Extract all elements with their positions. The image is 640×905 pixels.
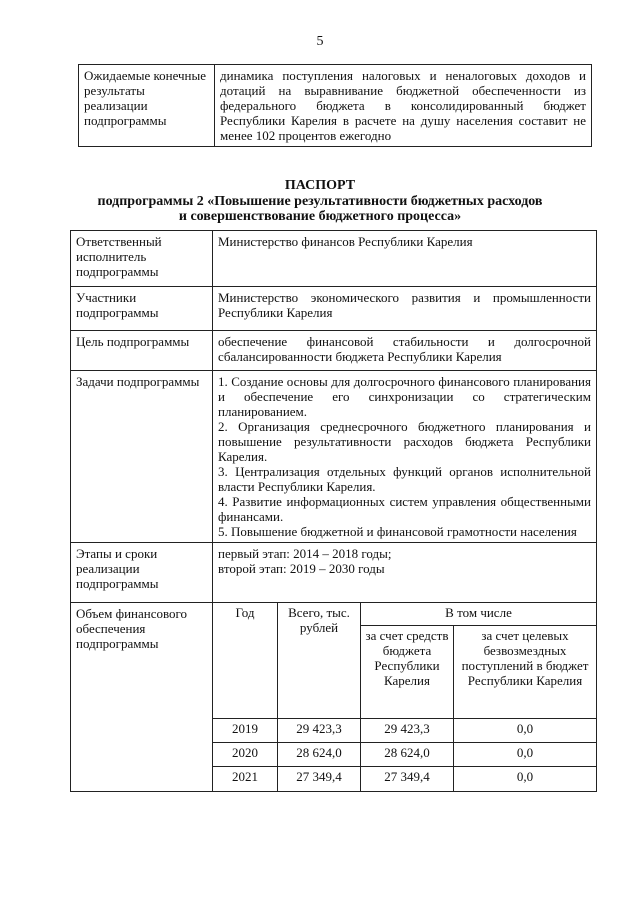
participants-label: Участники подпрограммы: [71, 287, 213, 331]
row-responsible: [71, 231, 597, 287]
row-tasks: [71, 371, 597, 543]
expected-results-label: Ожидаемые конечные результаты реализации подпрограммы: [79, 65, 215, 147]
responsible-text: Министерство финансов Республики Карелия: [213, 231, 597, 287]
finance-grants: 0,0: [454, 719, 597, 743]
task-item: 2. Организация среднесрочного бюджетного планирования и повышение результативности расходов бюджета Республики Карелия.: [218, 419, 591, 464]
finance-budget: 28 624,0: [361, 743, 454, 767]
finance-total: 28 624,0: [278, 743, 361, 767]
task-item: 4. Развитие информационных систем управления общественными финансами.: [218, 494, 591, 524]
finance-total: 29 423,3: [278, 719, 361, 743]
task-item: 3. Централизация отдельных функций органов исполнительной власти Республики Карелия.: [218, 464, 591, 494]
expected-results-text: динамика поступления налоговых и неналоговых доходов и дотаций на выравнивание бюджетной обеспеченности из федерального бюджета в консолидированный бюджет Республики Карелия в расчете на душу населения составит не менее 102 процентов ежегодно: [215, 65, 592, 147]
finance-grants: 0,0: [454, 767, 597, 791]
stage-line-2: второй этап: 2019 – 2030 годы: [218, 561, 385, 576]
finance-header-row: [213, 603, 596, 626]
finance-budget: 27 349,4: [361, 767, 454, 791]
passport-title: ПАСПОРТ: [284, 178, 356, 193]
passport-table: [70, 230, 597, 792]
finance-year: 2021: [213, 767, 278, 791]
finance-header-year: Год: [213, 603, 278, 719]
passport-subtitle-line-1: подпрограммы 2 «Повышение результативности бюджетных расходов: [97, 194, 543, 209]
goal-text: обеспечение финансовой стабильности и долгосрочной сбалансированности бюджета Республики Карелия: [213, 331, 597, 371]
finance-table: [213, 603, 596, 791]
finance-budget: 29 423,3: [361, 719, 454, 743]
finance-header-grants: за счет целевых безвозмездных поступлений в бюджет Республики Карелия: [454, 626, 597, 719]
finance-row-2021: [213, 767, 596, 791]
page-number: 5: [316, 34, 324, 49]
finance-year: 2019: [213, 719, 278, 743]
stages-text: [213, 543, 597, 603]
finance-header-total: Всего, тыс. рублей: [278, 603, 361, 719]
row-finance: [71, 603, 597, 792]
responsible-label: Ответственный исполнитель подпрограммы: [71, 231, 213, 287]
finance-row-2019: [213, 719, 596, 743]
participants-text: Министерство экономического развития и промышленности Республики Карелия: [213, 287, 597, 331]
stage-line-1: первый этап: 2014 – 2018 годы;: [218, 546, 392, 561]
row-stages: [71, 543, 597, 603]
finance-label: Объем финансового обеспечения подпрограммы: [71, 603, 213, 792]
finance-cell: [213, 603, 597, 792]
finance-year: 2020: [213, 743, 278, 767]
row-participants: [71, 287, 597, 331]
finance-total: 27 349,4: [278, 767, 361, 791]
finance-header-including: В том числе: [361, 603, 597, 626]
expected-results-row: [79, 65, 592, 147]
passport-subtitle-line-2: и совершенствование бюджетного процесса»: [178, 209, 462, 224]
goal-label: Цель подпрограммы: [71, 331, 213, 371]
finance-grants: 0,0: [454, 743, 597, 767]
tasks-list: [213, 371, 597, 543]
finance-header-budget: за счет средств бюджета Республики Карелия: [361, 626, 454, 719]
passport-subtitle: [0, 194, 640, 224]
expected-results-table: [78, 64, 592, 147]
task-item: 5. Повышение бюджетной и финансовой грамотности населения: [218, 524, 577, 539]
task-item: 1. Создание основы для долгосрочного финансового планирования и обеспечение его синхронизации со стратегическим планированием.: [218, 374, 591, 419]
finance-row-2020: [213, 743, 596, 767]
row-goal: [71, 331, 597, 371]
stages-label: Этапы и сроки реализации подпрограммы: [71, 543, 213, 603]
tasks-label: Задачи подпрограммы: [71, 371, 213, 543]
